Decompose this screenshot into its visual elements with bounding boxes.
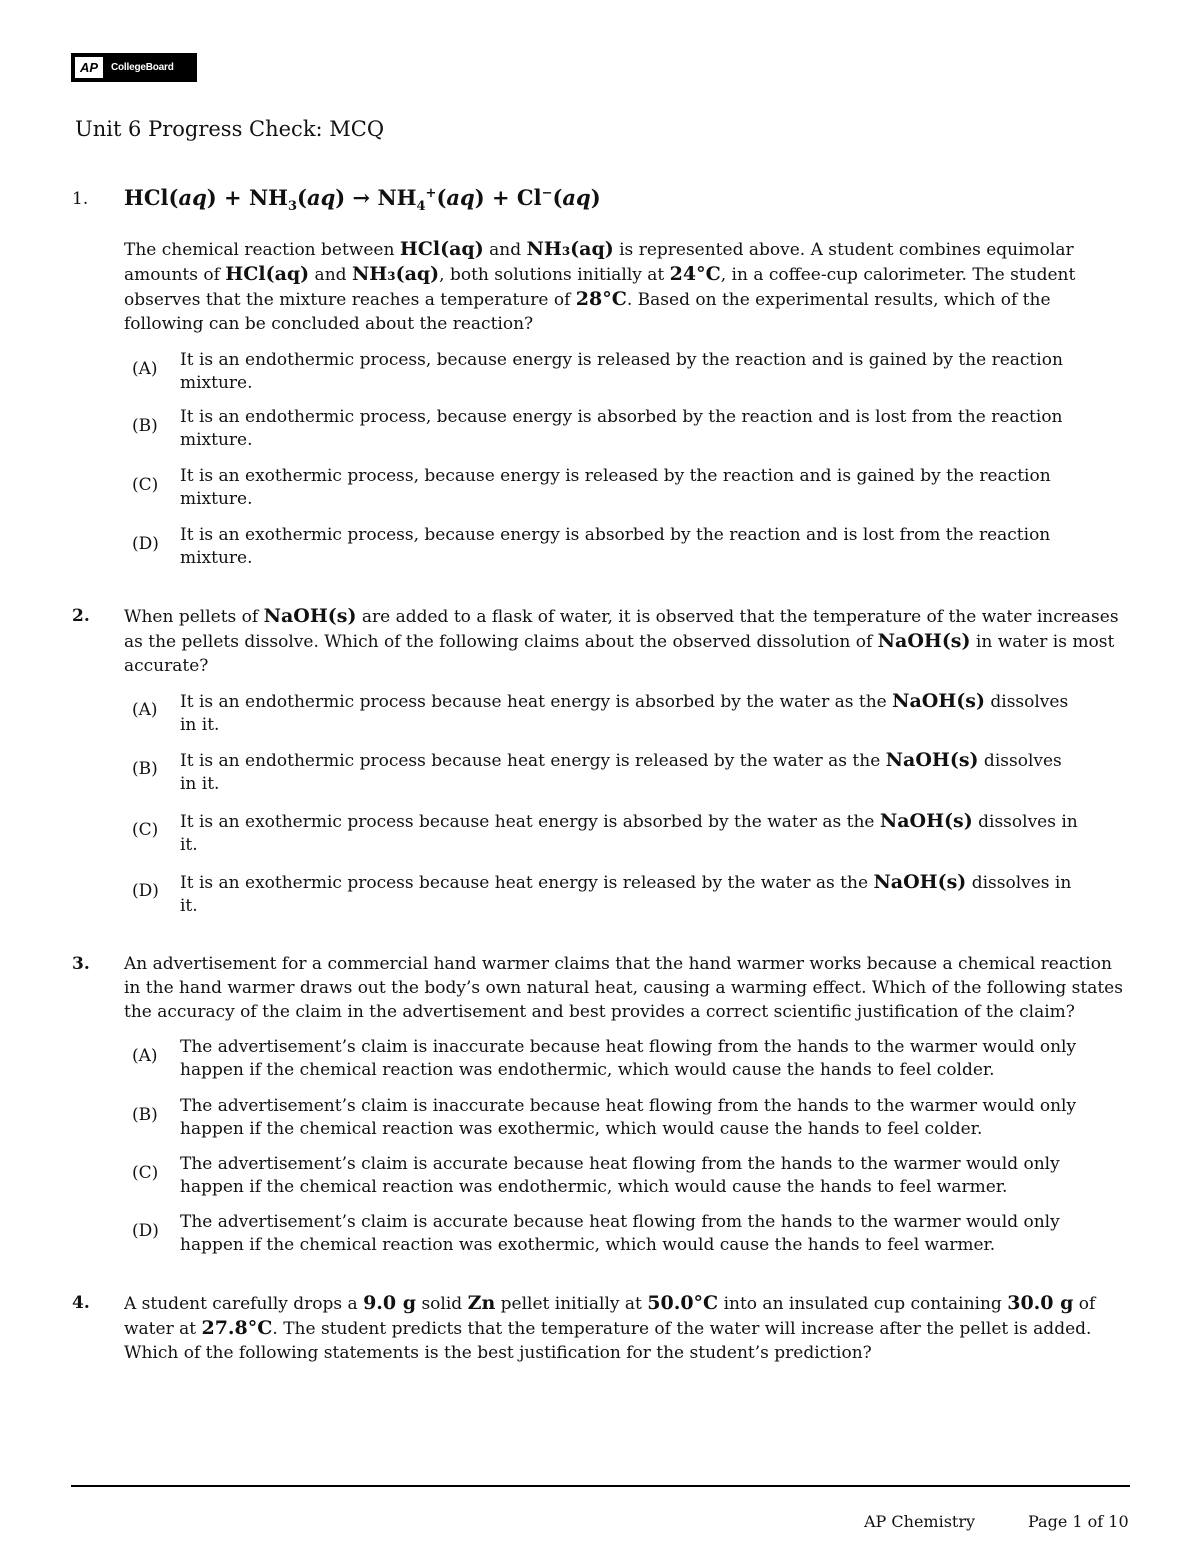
option-label: (D) bbox=[132, 881, 159, 901]
question-number: 2. bbox=[72, 606, 90, 626]
reaction-equation: $HCl(aq) + NH_3(aq) \to NH_4^+(aq) + Cl^-(aq)$ bbox=[124, 185, 601, 215]
question-stem: An advertisement for a commercial hand warmer claims that the hand warmer works because a chemical reaction in the hand warmer draws out the body’s own natural heat, causing a warming effect. Which of the following states the accuracy of the claim in the advertisement and best provides a correct scientific justification of the claim? bbox=[124, 954, 1123, 1022]
option-label: (D) bbox=[132, 534, 159, 554]
option-text: It is an endothermic process, because energy is released by the reaction and is gained by the reaction mixture. bbox=[180, 350, 1063, 393]
option-label: (A) bbox=[132, 1046, 158, 1066]
option-label: (B) bbox=[132, 1105, 158, 1125]
option-text: The advertisement’s claim is accurate because heat flowing from the hands to the warmer would only happen if the chemical reaction was endothermic, which would cause the hands to feel warmer. bbox=[180, 1154, 1060, 1197]
footer-subject: AP Chemistry bbox=[864, 1512, 976, 1531]
question-stem: The chemical reaction between HCl(aq) and NH₃(aq) is represented above. A student combines equimolar amounts of HCl(aq) and NH₃(aq), both solutions initially at 24°C, in a coffee-cup calorimeter. The student observes that the mixture reaches a temperature of 28°C. Based on the experimental results, which of the following can be concluded about the reaction? bbox=[124, 238, 1076, 334]
option-text: It is an exothermic process because heat energy is absorbed by the water as the NaOH(s) dissolves in it. bbox=[180, 810, 1078, 855]
option-label: (C) bbox=[132, 1163, 159, 1183]
ap-collegeboard-logo bbox=[71, 53, 197, 82]
option-label: (D) bbox=[132, 1221, 159, 1241]
question-stem: A student carefully drops a 9.0 g solid Zn pellet initially at 50.0°C into an insulated cup containing 30.0 g of water at 27.8°C. The student predicts that the temperature of the water will increase after the pellet is added. Which of the following statements is the best justification for the student’s prediction? bbox=[124, 1292, 1096, 1363]
option-label: (B) bbox=[132, 416, 158, 436]
option-text: The advertisement’s claim is accurate because heat flowing from the hands to the warmer would only happen if the chemical reaction was exothermic, which would cause the hands to feel warmer. bbox=[180, 1212, 1060, 1255]
page-title: Unit 6 Progress Check: MCQ bbox=[75, 117, 385, 141]
option-label: (B) bbox=[132, 759, 158, 779]
option-text: It is an endothermic process because heat energy is absorbed by the water as the NaOH(s) dissolves in it. bbox=[180, 690, 1069, 735]
option-label: (C) bbox=[132, 820, 159, 840]
logo-ap: AP bbox=[75, 57, 103, 78]
question-stem: When pellets of NaOH(s) are added to a flask of water, it is observed that the temperature of the water increases as the pellets dissolve. Which of the following claims about the observed dissolution of NaOH(s) in water is most accurate? bbox=[124, 605, 1119, 676]
question-number: 4. bbox=[72, 1293, 90, 1313]
option-text: It is an exothermic process, because energy is absorbed by the reaction and is lost from the reaction mixture. bbox=[180, 525, 1051, 568]
page-number: Page 1 of 10 bbox=[1028, 1512, 1129, 1531]
option-text: The advertisement’s claim is inaccurate because heat flowing from the hands to the warmer would only happen if the chemical reaction was endothermic, which would cause the hands to feel colder. bbox=[180, 1037, 1077, 1080]
option-text: It is an endothermic process, because energy is absorbed by the reaction and is lost from the reaction mixture. bbox=[180, 407, 1063, 450]
option-text: It is an exothermic process, because energy is released by the reaction and is gained by the reaction mixture. bbox=[180, 466, 1051, 509]
option-text: The advertisement’s claim is inaccurate because heat flowing from the hands to the warmer would only happen if the chemical reaction was exothermic, which would cause the hands to feel colder. bbox=[180, 1096, 1077, 1139]
option-label: (A) bbox=[132, 700, 158, 720]
footer-divider bbox=[71, 1485, 1130, 1487]
question-number: 3. bbox=[72, 954, 90, 974]
option-text: It is an endothermic process because heat energy is released by the water as the NaOH(s) dissolves in it. bbox=[180, 749, 1062, 794]
option-text: It is an exothermic process because heat energy is released by the water as the NaOH(s) dissolves in it. bbox=[180, 871, 1072, 916]
question-number: 1. bbox=[72, 189, 89, 209]
option-label: (A) bbox=[132, 359, 158, 379]
option-label: (C) bbox=[132, 475, 159, 495]
logo-brand: CollegeBoard bbox=[111, 62, 174, 73]
